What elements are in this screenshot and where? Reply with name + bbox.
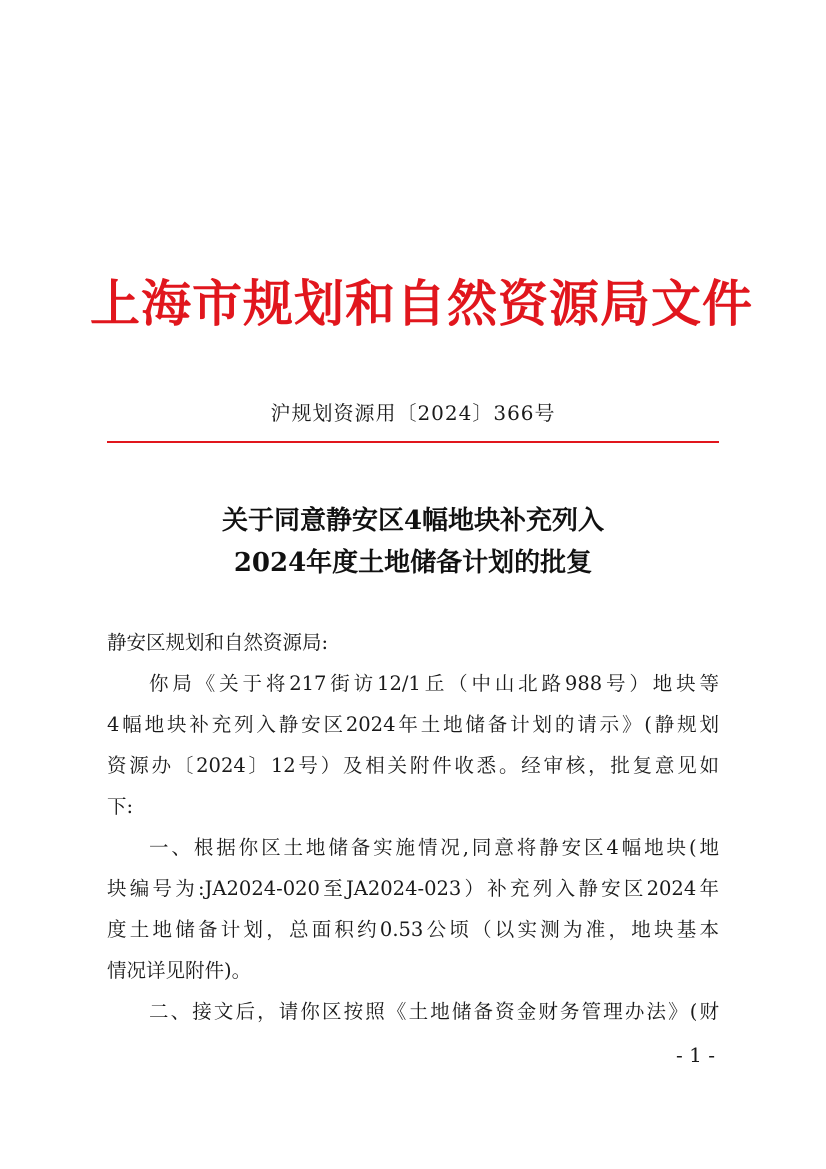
- paragraph-3-line: 二、接文后，请你区按照《土地储备资金财务管理办法》(财: [149, 1000, 719, 1023]
- paragraph-1-line: 你局《关于将217街访12/1丘（中山北路988号）地块等: [149, 672, 719, 695]
- red-divider-line: [107, 441, 719, 443]
- paragraph-1-line: 资源办〔2024〕12号）及相关附件收悉。经审核，批复意见如: [107, 754, 719, 777]
- subject-line-1: 关于同意静安区4幅地块补充列入: [221, 506, 605, 536]
- document-subject: [107, 500, 719, 584]
- paragraph-2-line: 情况详见附件)。: [107, 959, 252, 982]
- paragraph-2-line: 度土地储备计划，总面积约0.53公顷（以实测为准，地块基本: [107, 918, 719, 941]
- addressee: 静安区规划和自然资源局:: [107, 631, 329, 654]
- paragraph-1-line: 下:: [107, 795, 134, 818]
- paragraph-1-line: 4幅地块补充列入静安区2024年土地储备计划的请示》(静规划: [107, 713, 719, 736]
- paragraph-2-line: 一、根据你区土地储备实施情况,同意将静安区4幅地块(地: [149, 836, 719, 859]
- document-header-title: 上海市规划和自然资源局文件: [90, 274, 753, 333]
- document-number: 沪规划资源用〔2024〕366号: [270, 401, 556, 425]
- paragraph-2-line: 块编号为:JA2024-020至JA2024-023）补充列入静安区2024年: [107, 877, 719, 900]
- page-number: - 1 -: [676, 1043, 715, 1067]
- subject-line-2: 2024年度土地储备计划的批复: [233, 548, 593, 578]
- document-body: [107, 622, 719, 1032]
